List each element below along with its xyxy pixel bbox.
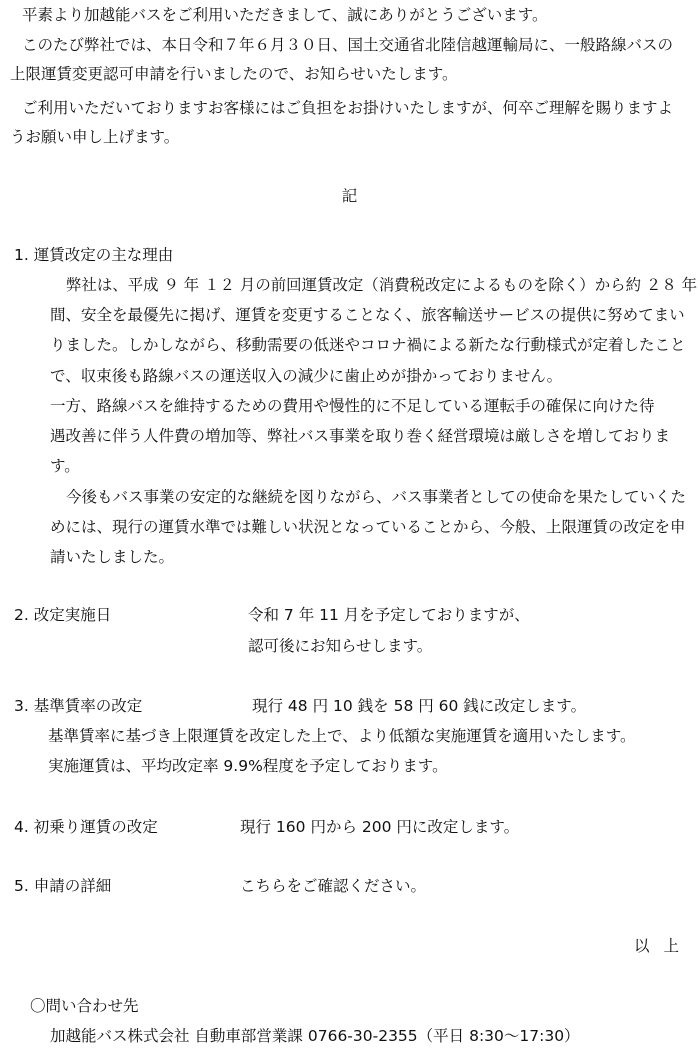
section-1-heading: 1. 運賃改定の主な理由: [14, 246, 174, 264]
section-2-value-line-2: 認可後にお知らせします。: [248, 637, 433, 655]
section-1-line: 請いたしました。: [50, 548, 175, 566]
section-4-heading: 4. 初乗り運賃の改定: [14, 818, 158, 836]
section-1-line: 遇改善に伴う人件費の増加等、弊社バス事業を取り巻く経営環境は厳しさを増しておりま: [50, 427, 671, 445]
section-3-heading: 3. 基準賃率の改定: [14, 697, 143, 715]
section-4-value: 現行 160 円から 200 円に改定します。: [240, 818, 520, 836]
section-1-line: りました。しかしながら、移動需要の低迷やコロナ禍による新たな行動様式が定着したこと: [50, 336, 686, 354]
section-3-line-3: 実施運賃は、平均改定率 9.9%程度を予定しております。: [48, 757, 448, 775]
intro-paragraph-3-line-2: うお願い申し上げます。: [10, 128, 180, 146]
contact-heading: 〇問い合わせ先: [30, 997, 139, 1015]
intro-paragraph-2-line-1: このたび弊社では、本日令和７年６月３０日、国土交通省北陸信越運輸局に、一般路線バスの: [22, 36, 674, 54]
section-1-line: 一方、路線バスを維持するための費用や慢性的に不足している運転手の確保に向けた待: [50, 397, 655, 415]
contact-detail: 加越能バス株式会社 自動車部営業課 0766-30-2355（平日 8:30～17:30）: [50, 1027, 580, 1045]
intro-paragraph-1: 平素より加越能バスをご利用いただきまして、誠にありがとうございます。: [22, 6, 548, 24]
section-1-line: 今後もバス事業の安定的な継続を図りながら、バス事業者としての使命を果たしていくた: [66, 488, 687, 506]
intro-paragraph-3-line-1: ご利用いただいておりますお客様にはご負担をお掛けいたしますが、何卒ご理解を賜りますよ: [22, 99, 674, 117]
section-1-line: 弊社は、平成 ９ 年 １２ 月の前回運賃改定（消費税改定によるものを除く）から約 ２８ 年: [66, 276, 698, 294]
section-1-line: めには、現行の運賃水準では難しい状況となっていることから、今般、上限運賃の改定を申: [50, 518, 686, 536]
ki-heading: 記: [341, 187, 358, 205]
section-5-value: こちらをご確認ください。: [240, 877, 427, 895]
section-1-line: で、収束後も路線バスの運送収入の減少に歯止めが掛かっておりません。: [50, 367, 563, 385]
section-3-line-2: 基準賃率に基づき上限運賃を改定した上で、より低額な実施運賃を適用いたします。: [48, 727, 636, 745]
closing-mark: 以上: [633, 937, 693, 955]
section-5-heading: 5. 申請の詳細: [14, 877, 112, 895]
section-1-line: 間、安全を最優先に掲げ、運賃を変更することなく、旅客輸送サービスの提供に努めてまい: [50, 306, 685, 324]
section-1-line: す。: [50, 457, 80, 475]
section-3-value: 現行 48 円 10 銭を 58 円 60 銭に改定します。: [252, 697, 587, 715]
section-2-value-line-1: 令和 7 年 11 月を予定しておりますが、: [248, 606, 530, 624]
section-2-heading: 2. 改定実施日: [14, 606, 112, 624]
intro-paragraph-2-line-2: 上限運賃変更認可申請を行いましたので、お知らせいたします。: [10, 65, 458, 83]
